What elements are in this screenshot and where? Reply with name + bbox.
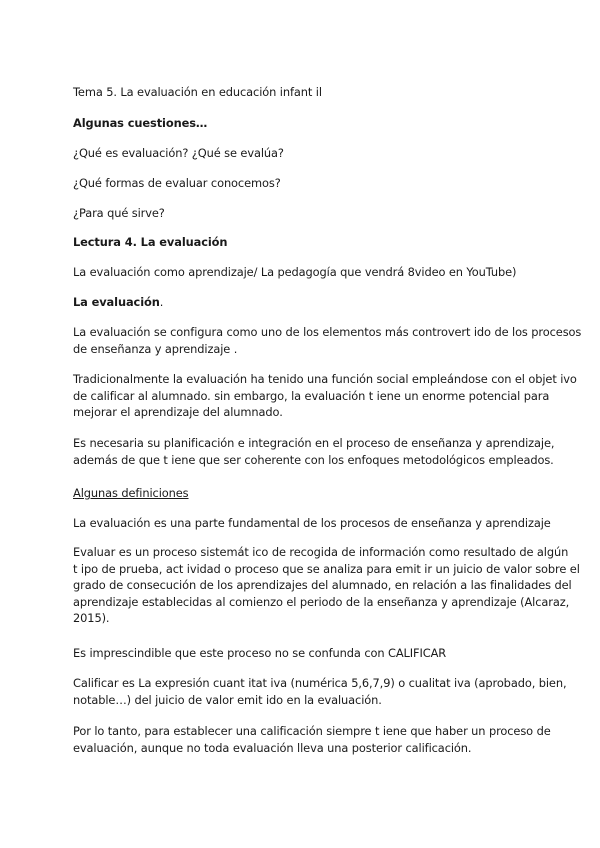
paragraph-line: evaluación, aunque no toda evaluación lleva una posterior calificación.: [73, 740, 472, 755]
paragraph-3: [73, 435, 554, 468]
definition-3: Es imprescindible que este proceso no se confunda con CALIFICAR: [73, 646, 447, 660]
paragraph-line: grado de consecución de los aprendizajes del alumnado, en relación a las finalidades del: [73, 578, 572, 592]
paragraph-line: de calificar al alumnado. sin embargo, la evaluación t iene un enorme potencial para: [73, 388, 550, 403]
definition-5: [73, 723, 551, 756]
definition-1: La evaluación es una parte fundamental de los procesos de enseñanza y aprendizaje: [73, 516, 551, 530]
heading-definitions: Algunas definiciones: [73, 486, 189, 500]
paragraph-line: de enseñanza y aprendizaje .: [73, 341, 238, 356]
heading-questions: Algunas cuestiones…: [73, 116, 208, 130]
question-1: ¿Qué es evaluación? ¿Qué se evalúa?: [73, 146, 284, 160]
paragraph-line: Evaluar es un proceso sistemát ico de recogida de información como resultado de algún: [73, 545, 569, 559]
paragraph-line: Calificar es La expresión cuant itat iva (numérica 5,6,7,9) o cualitat iva (aprobado, bien,: [73, 676, 567, 690]
paragraph-2: [73, 371, 577, 421]
paragraph-line: aprendizaje establecidas al comienzo el periodo de la enseñanza y aprendizaje (Alcaraz,: [73, 594, 570, 609]
reading-reference: La evaluación como aprendizaje/ La pedagogía que vendrá 8video en YouTube): [73, 265, 517, 279]
paragraph-line: t ipo de prueba, act ividad o proceso que se analiza para emit ir un juicio de valor sobre el: [73, 561, 580, 576]
paragraph-line: La evaluación se configura como uno de los elementos más controvert ido de los procesos: [73, 325, 582, 339]
paragraph-line: notable…) del juicio de valor emit ido en la evaluación.: [73, 692, 382, 707]
heading-evaluation-text: La evaluación: [73, 295, 160, 309]
definition-4: [73, 675, 566, 708]
heading-reading: Lectura 4. La evaluación: [73, 235, 228, 249]
paragraph-line: Tradicionalmente la evaluación ha tenido una función social empleándose con el objet ivo: [73, 372, 577, 386]
heading-evaluation: [73, 294, 163, 311]
paragraph-line: 2015).: [73, 611, 110, 625]
paragraph-line: mejorar el aprendizaje del alumnado.: [73, 405, 283, 419]
paragraph-line: además de que t iene que ser coherente con los enfoques metodológicos empleados.: [73, 452, 554, 467]
heading-evaluation-dot: .: [159, 295, 164, 309]
paragraph-line: Es necesaria su planificación e integración en el proceso de enseñanza y aprendizaje,: [73, 436, 555, 450]
document-title: Tema 5. La evaluación en educación infant il: [73, 85, 322, 99]
paragraph-line: Por lo tanto, para establecer una calificación siempre t iene que haber un proceso de: [73, 724, 551, 738]
question-3: ¿Para qué sirve?: [73, 206, 165, 220]
question-2: ¿Qué formas de evaluar conocemos?: [73, 176, 281, 190]
paragraph-1: [73, 324, 581, 357]
definition-2: [73, 544, 580, 627]
